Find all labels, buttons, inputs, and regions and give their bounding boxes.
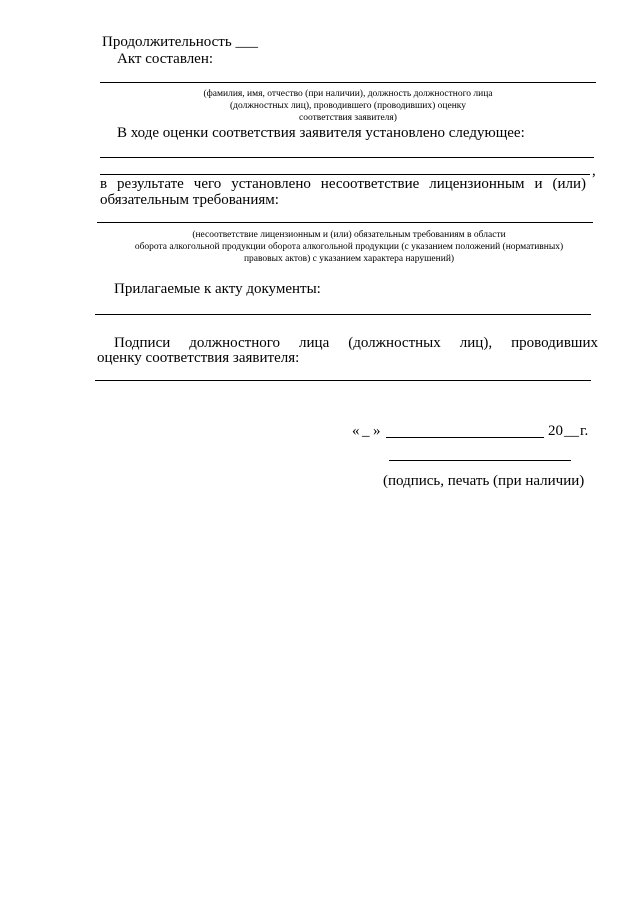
- signature-fill-line: [389, 460, 571, 461]
- violation-caption-line-1: (несоответствие лицензионным и (или) обязательным требованиям в области: [192, 230, 506, 240]
- signature-caption: (подпись, печать (при наличии): [383, 473, 585, 489]
- date-day-blank: _: [362, 423, 370, 439]
- date-open-quote: «: [352, 423, 360, 439]
- finding-fill-line-1: [100, 157, 594, 158]
- act-compiled-label: Акт составлен:: [117, 51, 214, 67]
- signatures-text-line-2: оценку соответствия заявителя:: [97, 350, 300, 366]
- finding-fill-line-2: [100, 174, 590, 175]
- signatures-fill-line: [95, 380, 591, 381]
- inspector-caption-line-3: соответствия заявителя): [299, 113, 397, 123]
- inspector-fill-line: [100, 82, 596, 83]
- inspector-caption-line-1: (фамилия, имя, отчество (при наличии), должность должностного лица: [203, 89, 493, 99]
- violation-fill-line: [97, 222, 593, 223]
- duration-label: Продолжительность ___: [102, 34, 258, 50]
- violation-caption: [97, 229, 601, 265]
- date-month-line: [386, 437, 544, 438]
- date-year-suffix: г.: [580, 423, 589, 439]
- result-text-line-1: в результате чего установлено несоответствие лицензионным и (или): [100, 176, 586, 192]
- violation-caption-line-3: правовых актов) с указанием характера нарушений): [243, 254, 455, 264]
- date-year-blank: __: [564, 423, 579, 439]
- inspector-caption: [100, 88, 596, 124]
- inspector-caption-line-2: (должностных лиц), проводившего (проводивших) оценку: [229, 101, 467, 111]
- violation-caption-line-2: оборота алкогольной продукции оборота алкогольной продукции (с указанием положений (нормативных): [134, 242, 564, 252]
- date-year-prefix: 20: [548, 423, 563, 439]
- documents-label: Прилагаемые к акту документы:: [114, 281, 321, 297]
- result-text-line-2: обязательным требованиям:: [100, 192, 279, 208]
- signatures-text-line-1: Подписи должностного лица (должностных лиц), проводивших: [114, 335, 598, 351]
- documents-fill-line: [95, 314, 591, 315]
- comma-mark: ,: [592, 163, 596, 179]
- date-close-quote: »: [373, 423, 381, 439]
- finding-label: В ходе оценки соответствия заявителя установлено следующее:: [117, 125, 525, 141]
